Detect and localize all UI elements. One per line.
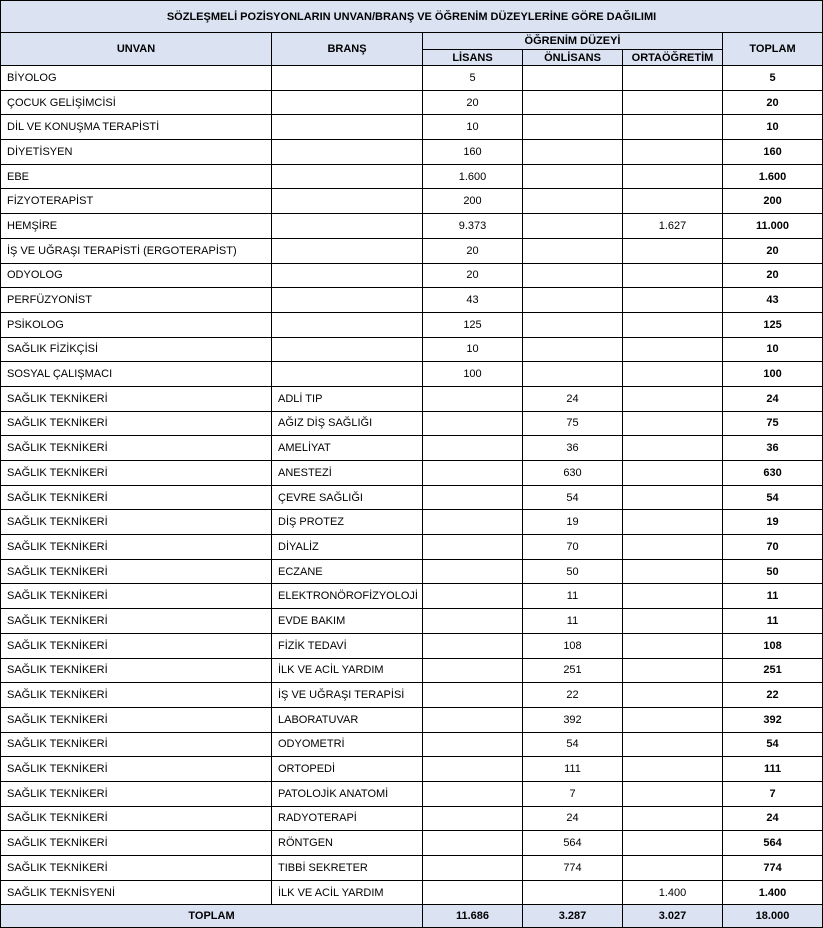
cell-toplam: 774 <box>723 856 823 881</box>
table-row <box>1 288 823 313</box>
cell-unvan: SAĞLIK TEKNİKERİ <box>1 757 272 782</box>
cell-onlisans: 24 <box>523 386 623 411</box>
cell-onlisans <box>523 164 623 189</box>
table-row <box>1 806 823 831</box>
cell-lisans: 1.600 <box>423 164 523 189</box>
table-row <box>1 535 823 560</box>
cell-brans: ECZANE <box>272 559 423 584</box>
cell-brans <box>272 288 423 313</box>
table-row <box>1 658 823 683</box>
cell-brans: İŞ VE UĞRAŞI TERAPİSİ <box>272 683 423 708</box>
cell-brans: EVDE BAKIM <box>272 609 423 634</box>
cell-onlisans: 36 <box>523 436 623 461</box>
cell-brans: ORTOPEDİ <box>272 757 423 782</box>
cell-ortaogretim <box>623 609 723 634</box>
cell-brans: LABORATUVAR <box>272 707 423 732</box>
cell-unvan: SAĞLIK TEKNİKERİ <box>1 584 272 609</box>
table-row <box>1 214 823 239</box>
cell-lisans <box>423 707 523 732</box>
cell-onlisans <box>523 66 623 91</box>
cell-onlisans: 70 <box>523 535 623 560</box>
cell-brans: ELEKTRONÖROFİZYOLOJİ <box>272 584 423 609</box>
cell-toplam: 22 <box>723 683 823 708</box>
cell-ortaogretim <box>623 732 723 757</box>
cell-brans <box>272 189 423 214</box>
cell-brans: RADYOTERAPİ <box>272 806 423 831</box>
cell-unvan: SAĞLIK TEKNİSYENİ <box>1 880 272 905</box>
cell-lisans <box>423 683 523 708</box>
cell-brans: RÖNTGEN <box>272 831 423 856</box>
cell-ortaogretim <box>623 90 723 115</box>
cell-ortaogretim <box>623 189 723 214</box>
cell-onlisans: 630 <box>523 461 623 486</box>
cell-ortaogretim: 1.400 <box>623 880 723 905</box>
cell-lisans <box>423 781 523 806</box>
table-row <box>1 238 823 263</box>
header-brans: BRANŞ <box>272 33 423 66</box>
table-row <box>1 337 823 362</box>
cell-onlisans <box>523 263 623 288</box>
cell-unvan: ODYOLOG <box>1 263 272 288</box>
cell-onlisans: 108 <box>523 633 623 658</box>
cell-toplam: 20 <box>723 263 823 288</box>
cell-lisans <box>423 806 523 831</box>
cell-ortaogretim <box>623 411 723 436</box>
cell-onlisans: 54 <box>523 485 623 510</box>
header-unvan: UNVAN <box>1 33 272 66</box>
cell-unvan: İŞ VE UĞRAŞI TERAPİSTİ (ERGOTERAPİST) <box>1 238 272 263</box>
cell-ortaogretim <box>623 510 723 535</box>
cell-toplam: 564 <box>723 831 823 856</box>
cell-onlisans: 111 <box>523 757 623 782</box>
cell-ortaogretim <box>623 362 723 387</box>
table-row <box>1 461 823 486</box>
cell-lisans <box>423 411 523 436</box>
cell-onlisans <box>523 214 623 239</box>
cell-onlisans: 11 <box>523 584 623 609</box>
table-title: SÖZLEŞMELİ POZİSYONLARIN UNVAN/BRANŞ VE ÖĞRENİM DÜZEYLERİNE GÖRE DAĞILIMI <box>1 1 823 33</box>
cell-unvan: SAĞLIK TEKNİKERİ <box>1 436 272 461</box>
table-row <box>1 140 823 165</box>
table-row <box>1 609 823 634</box>
cell-unvan: EBE <box>1 164 272 189</box>
cell-toplam: 54 <box>723 485 823 510</box>
cell-toplam: 111 <box>723 757 823 782</box>
cell-brans: DİYALİZ <box>272 535 423 560</box>
cell-ortaogretim <box>623 263 723 288</box>
cell-toplam: 20 <box>723 90 823 115</box>
table-row <box>1 386 823 411</box>
cell-lisans <box>423 535 523 560</box>
cell-toplam: 75 <box>723 411 823 436</box>
cell-ortaogretim <box>623 757 723 782</box>
footer-row <box>1 905 823 928</box>
cell-toplam: 11 <box>723 609 823 634</box>
cell-toplam: 43 <box>723 288 823 313</box>
cell-onlisans <box>523 337 623 362</box>
cell-toplam: 1.400 <box>723 880 823 905</box>
cell-lisans <box>423 584 523 609</box>
table-row <box>1 362 823 387</box>
cell-unvan: HEMŞİRE <box>1 214 272 239</box>
cell-onlisans: 251 <box>523 658 623 683</box>
cell-onlisans: 22 <box>523 683 623 708</box>
cell-toplam: 392 <box>723 707 823 732</box>
cell-lisans <box>423 461 523 486</box>
cell-toplam: 36 <box>723 436 823 461</box>
cell-onlisans <box>523 140 623 165</box>
cell-brans: AĞIZ DİŞ SAĞLIĞI <box>272 411 423 436</box>
table-row <box>1 263 823 288</box>
cell-lisans <box>423 609 523 634</box>
cell-ortaogretim <box>623 658 723 683</box>
cell-lisans: 100 <box>423 362 523 387</box>
cell-lisans <box>423 510 523 535</box>
cell-lisans <box>423 485 523 510</box>
cell-onlisans <box>523 238 623 263</box>
cell-brans: FİZİK TEDAVİ <box>272 633 423 658</box>
cell-ortaogretim: 1.627 <box>623 214 723 239</box>
table-row <box>1 707 823 732</box>
cell-lisans <box>423 633 523 658</box>
cell-unvan: PERFÜZYONİST <box>1 288 272 313</box>
cell-lisans <box>423 856 523 881</box>
cell-lisans: 160 <box>423 140 523 165</box>
header-lisans: LİSANS <box>423 50 523 66</box>
cell-onlisans <box>523 189 623 214</box>
cell-ortaogretim <box>623 559 723 584</box>
cell-lisans <box>423 658 523 683</box>
table-row <box>1 559 823 584</box>
cell-unvan: SAĞLIK TEKNİKERİ <box>1 806 272 831</box>
cell-lisans: 20 <box>423 263 523 288</box>
cell-lisans: 20 <box>423 90 523 115</box>
cell-brans: ÇEVRE SAĞLIĞI <box>272 485 423 510</box>
cell-unvan: ÇOCUK GELİŞİMCİSİ <box>1 90 272 115</box>
cell-ortaogretim <box>623 288 723 313</box>
cell-onlisans <box>523 362 623 387</box>
cell-brans: AMELİYAT <box>272 436 423 461</box>
cell-brans <box>272 140 423 165</box>
cell-toplam: 200 <box>723 189 823 214</box>
table-row <box>1 189 823 214</box>
cell-ortaogretim <box>623 535 723 560</box>
cell-toplam: 1.600 <box>723 164 823 189</box>
cell-unvan: SAĞLIK TEKNİKERİ <box>1 658 272 683</box>
cell-unvan: DİL VE KONUŞMA TERAPİSTİ <box>1 115 272 140</box>
cell-ortaogretim <box>623 856 723 881</box>
header-ogrenim-duzeyi: ÖĞRENİM DÜZEYİ <box>423 33 723 50</box>
cell-lisans: 9.373 <box>423 214 523 239</box>
cell-onlisans: 564 <box>523 831 623 856</box>
cell-brans <box>272 263 423 288</box>
cell-onlisans <box>523 288 623 313</box>
cell-brans <box>272 362 423 387</box>
cell-brans: İLK VE ACİL YARDIM <box>272 880 423 905</box>
cell-brans <box>272 238 423 263</box>
cell-toplam: 108 <box>723 633 823 658</box>
cell-brans: İLK VE ACİL YARDIM <box>272 658 423 683</box>
cell-toplam: 20 <box>723 238 823 263</box>
cell-lisans <box>423 831 523 856</box>
cell-toplam: 50 <box>723 559 823 584</box>
cell-lisans: 20 <box>423 238 523 263</box>
cell-ortaogretim <box>623 312 723 337</box>
cell-onlisans: 54 <box>523 732 623 757</box>
cell-unvan: SAĞLIK TEKNİKERİ <box>1 609 272 634</box>
cell-unvan: BİYOLOG <box>1 66 272 91</box>
cell-onlisans: 50 <box>523 559 623 584</box>
cell-ortaogretim <box>623 633 723 658</box>
cell-toplam: 10 <box>723 115 823 140</box>
table-row <box>1 683 823 708</box>
table-row <box>1 584 823 609</box>
footer-toplam: 18.000 <box>723 905 823 928</box>
cell-onlisans: 19 <box>523 510 623 535</box>
table-row <box>1 66 823 91</box>
table-row <box>1 436 823 461</box>
cell-brans <box>272 337 423 362</box>
cell-unvan: PSİKOLOG <box>1 312 272 337</box>
cell-unvan: SAĞLIK TEKNİKERİ <box>1 485 272 510</box>
cell-toplam: 251 <box>723 658 823 683</box>
header-onlisans: ÖNLİSANS <box>523 50 623 66</box>
cell-ortaogretim <box>623 781 723 806</box>
table-row <box>1 90 823 115</box>
cell-toplam: 19 <box>723 510 823 535</box>
cell-brans <box>272 66 423 91</box>
cell-onlisans <box>523 115 623 140</box>
cell-toplam: 630 <box>723 461 823 486</box>
table-row <box>1 411 823 436</box>
cell-ortaogretim <box>623 238 723 263</box>
cell-lisans <box>423 880 523 905</box>
cell-unvan: FİZYOTERAPİST <box>1 189 272 214</box>
cell-ortaogretim <box>623 140 723 165</box>
cell-brans: PATOLOJİK ANATOMİ <box>272 781 423 806</box>
cell-toplam: 7 <box>723 781 823 806</box>
table-row <box>1 485 823 510</box>
footer-label: TOPLAM <box>1 905 423 928</box>
cell-toplam: 70 <box>723 535 823 560</box>
cell-onlisans: 392 <box>523 707 623 732</box>
cell-unvan: SAĞLIK TEKNİKERİ <box>1 535 272 560</box>
cell-lisans <box>423 559 523 584</box>
cell-unvan: SAĞLIK TEKNİKERİ <box>1 510 272 535</box>
cell-toplam: 11 <box>723 584 823 609</box>
cell-unvan: SAĞLIK TEKNİKERİ <box>1 707 272 732</box>
cell-onlisans <box>523 90 623 115</box>
cell-ortaogretim <box>623 485 723 510</box>
table-row <box>1 510 823 535</box>
cell-ortaogretim <box>623 115 723 140</box>
cell-lisans: 125 <box>423 312 523 337</box>
cell-ortaogretim <box>623 337 723 362</box>
table-row <box>1 880 823 905</box>
cell-onlisans: 7 <box>523 781 623 806</box>
cell-onlisans: 774 <box>523 856 623 881</box>
cell-brans: ADLİ TIP <box>272 386 423 411</box>
cell-toplam: 24 <box>723 806 823 831</box>
table-row <box>1 831 823 856</box>
footer-lisans: 11.686 <box>423 905 523 928</box>
cell-toplam: 10 <box>723 337 823 362</box>
cell-unvan: SAĞLIK TEKNİKERİ <box>1 732 272 757</box>
table-row <box>1 164 823 189</box>
cell-onlisans: 11 <box>523 609 623 634</box>
header-ortaogretim: ORTAÖĞRETİM <box>623 50 723 66</box>
cell-ortaogretim <box>623 831 723 856</box>
cell-onlisans: 75 <box>523 411 623 436</box>
cell-unvan: SAĞLIK TEKNİKERİ <box>1 559 272 584</box>
cell-ortaogretim <box>623 386 723 411</box>
cell-ortaogretim <box>623 436 723 461</box>
cell-unvan: SAĞLIK TEKNİKERİ <box>1 831 272 856</box>
cell-onlisans <box>523 312 623 337</box>
cell-brans: ODYOMETRİ <box>272 732 423 757</box>
cell-ortaogretim <box>623 683 723 708</box>
cell-toplam: 24 <box>723 386 823 411</box>
cell-ortaogretim <box>623 584 723 609</box>
cell-lisans: 10 <box>423 337 523 362</box>
table-row <box>1 856 823 881</box>
cell-lisans <box>423 732 523 757</box>
cell-brans: TIBBİ SEKRETER <box>272 856 423 881</box>
cell-unvan: SOSYAL ÇALIŞMACI <box>1 362 272 387</box>
cell-brans <box>272 214 423 239</box>
cell-unvan: SAĞLIK TEKNİKERİ <box>1 386 272 411</box>
cell-lisans: 43 <box>423 288 523 313</box>
cell-unvan: SAĞLIK TEKNİKERİ <box>1 633 272 658</box>
table-row <box>1 633 823 658</box>
cell-toplam: 11.000 <box>723 214 823 239</box>
cell-lisans: 10 <box>423 115 523 140</box>
cell-unvan: SAĞLIK TEKNİKERİ <box>1 856 272 881</box>
cell-brans <box>272 312 423 337</box>
footer-ortaogretim: 3.027 <box>623 905 723 928</box>
cell-unvan: DİYETİSYEN <box>1 140 272 165</box>
cell-lisans <box>423 386 523 411</box>
table-row <box>1 312 823 337</box>
cell-toplam: 160 <box>723 140 823 165</box>
table-row <box>1 115 823 140</box>
table-row <box>1 781 823 806</box>
footer-onlisans: 3.287 <box>523 905 623 928</box>
cell-ortaogretim <box>623 66 723 91</box>
cell-unvan: SAĞLIK TEKNİKERİ <box>1 683 272 708</box>
cell-unvan: SAĞLIK FİZİKÇİSİ <box>1 337 272 362</box>
cell-brans <box>272 90 423 115</box>
cell-unvan: SAĞLIK TEKNİKERİ <box>1 781 272 806</box>
cell-unvan: SAĞLIK TEKNİKERİ <box>1 461 272 486</box>
cell-toplam: 5 <box>723 66 823 91</box>
header-toplam: TOPLAM <box>723 33 823 66</box>
cell-onlisans: 24 <box>523 806 623 831</box>
table-row <box>1 757 823 782</box>
cell-toplam: 54 <box>723 732 823 757</box>
cell-ortaogretim <box>623 461 723 486</box>
cell-unvan: SAĞLIK TEKNİKERİ <box>1 411 272 436</box>
cell-toplam: 125 <box>723 312 823 337</box>
cell-lisans: 5 <box>423 66 523 91</box>
cell-ortaogretim <box>623 707 723 732</box>
cell-brans <box>272 164 423 189</box>
cell-lisans <box>423 757 523 782</box>
cell-lisans: 200 <box>423 189 523 214</box>
cell-brans <box>272 115 423 140</box>
cell-toplam: 100 <box>723 362 823 387</box>
cell-lisans <box>423 436 523 461</box>
cell-ortaogretim <box>623 806 723 831</box>
cell-ortaogretim <box>623 164 723 189</box>
table-body <box>1 66 823 905</box>
cell-brans: DİŞ PROTEZ <box>272 510 423 535</box>
cell-onlisans <box>523 880 623 905</box>
cell-brans: ANESTEZİ <box>272 461 423 486</box>
table-row <box>1 732 823 757</box>
